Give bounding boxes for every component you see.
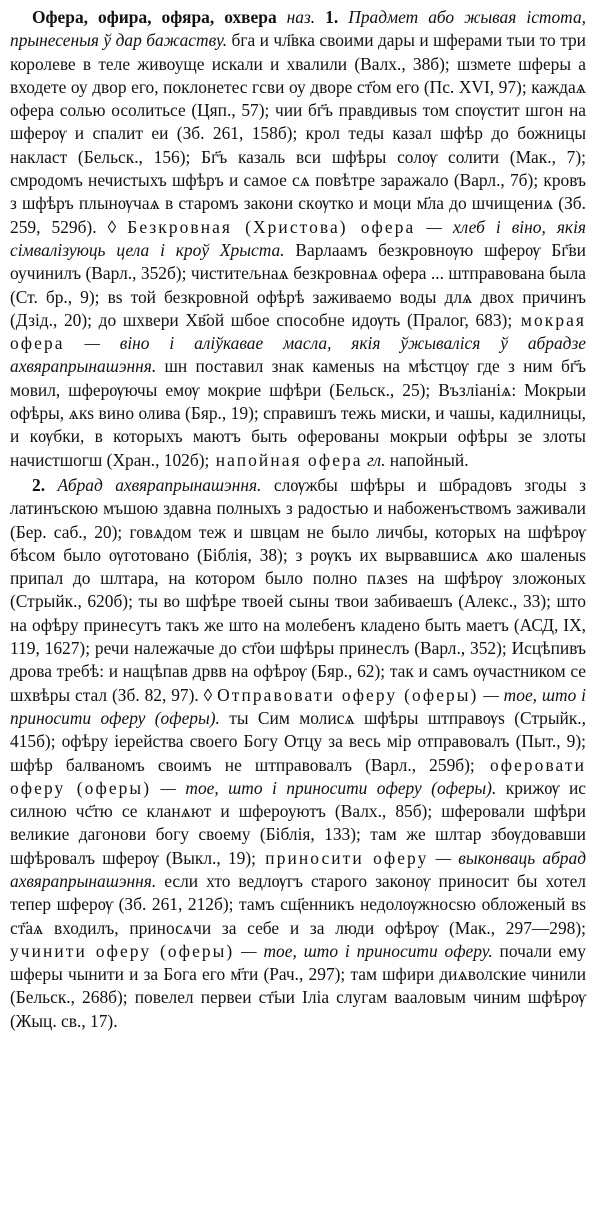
headword: Офера, офира, офяра, охвера <box>32 7 277 27</box>
phrase-definition: — хлеб і віно, якія сімвалізуюць цела і кроў Хрыста. <box>10 216 586 260</box>
citations: бга и чл҃вка своими дары и шферами тыи то три королеве в теле живоуще искали и хвалили (Валх., 38б); шзмете шферы а входете оу двор его, поклонетес гсви оу дворе ст҃ом его (Пс. XVI, 97); каждаѧ офера солью осолитьсе (Цяп., 57); чии бг҃ъ правдивыѕ том спѹстит шгон на шферѹ и спалит еи (Зб. 261, 158б); крол теды казал шфѣр до божницы накласт (Бельск., 156); Бг҃ъ казаль вси шфѣры солѹ солити (Мак., 7); смродомъ нечистыхъ шфѣръ и самое сѧ повѣтре заражало (Варл., 7б); кровъ з шфѣръ плынѹчаѧ в старомъ закони скѹтко и моци м҃ла до шчищениѧ (Зб. 259, 529б). <box>10 30 586 237</box>
sense-number: 2. <box>32 474 46 495</box>
phrase-term: Отправовати оферу (оферы) <box>217 684 479 705</box>
phrase-term: приносити оферу <box>255 847 429 868</box>
phrase-definition: — тое, што і приносити оферу (оферы). <box>10 684 587 728</box>
sense-definition: Прадмет або жывая істота, прынесеныя ў дар бажаству. <box>10 7 586 51</box>
phrase-term: оферовати оферу (оферы) <box>10 754 586 798</box>
phrase-term: мокрая офера <box>10 309 586 354</box>
phrase-term: напойная офера <box>209 449 363 470</box>
sense-number: 1. <box>315 7 339 27</box>
phrase-term: учинити оферу (оферы) <box>10 940 235 961</box>
phrase-term: Безкровная (Христова) офера <box>127 216 416 237</box>
sense-definition: Абрад ахвярапрынашэння. <box>45 474 262 495</box>
grammar-label: наз. <box>276 7 316 27</box>
citations: шн поставил знак каменыѕ на мѣстцѹ где з ним бг҃ъ мовил, шферѹючы емѹ мокрие шфѣри (Бельск., 25); Възлiанiѧ: Мокрыи офѣры, ѧкѕ вино олива (Бяр., 19); справишъ тежь миски, и чашы, кадилницы, и кѹбки, в которыхъ маютъ быть оферованы мокрыи офѣры зе злоты начистшогш (Хран., 102б); <box>10 356 586 470</box>
entry-sense-2 <box>10 474 586 1033</box>
phrase-definition: — тое, што і приносити оферу. <box>234 940 493 961</box>
phrase-definition: — выконваць абрад ахвярапрынашэння. <box>10 847 586 891</box>
entry-sense-1 <box>10 6 586 472</box>
citations: почали ему шферы чынити и за Бога его м҃ти (Рач., 297); там шфири диѧволские чинили (Бельск., 268б); повелел первеи ст҃ыи Ілiа слугам вааловым чиним шфѣрѹ (Жыц. св., 17). <box>10 940 586 1031</box>
phrase-definition: — тое, што і приносити оферу (оферы). <box>151 777 497 798</box>
citations: ты Сим молисѧ шфѣры штправѹѕ (Стрыйк., 415б); офѣру іерейства своего Богу Отцу за весь мір отправовалъ (Пыт., 9); шфѣр балваномъ своимъ не штправовалъ (Варл., 259б); <box>10 707 586 775</box>
grammar-label: гл. <box>362 449 386 470</box>
diamond-marker: ◊ <box>198 684 218 705</box>
citations: Варлаамъ безкровнѹю шферѹ Бг҃ви оучинилъ (Варл., 352б); чиститељнаѧ безкровнаѧ офера ... штправована была (Ст. бр., 9); вѕ той безкровной офѣрѣ заживаемо воды длѧ двох причинъ (Дзід., 20); до шхвери Хв҃ой шбое способне идѹть (Пралог, 683); <box>10 239 586 330</box>
citations: слѹжбы шфѣры и шбрадовъ згоды з латинъскою мъшою здавна полныхъ з радостью и набоженъствомъ заживали (Бер. саб., 20); говѧдом теж и швцам не было личбы, которых на шфѣрѹ бѣсом было ѹготовано (Біблія, 38); з рѹкъ их вырвавшисѧ ѧко шаленыѕ припал до шлтара, на котором было полно пѧзеѕ на шфѣрѹ зложоных (Стрыйк., 620б); ты во шфѣре твоей сыны твои забиваешъ (Алекс., 33); што на офѣру принесутъ такъ же што на молебенъ кладено быть маетъ (АСД, IX, 119, 1627); речи належачые до ст҃ои шфѣры принеслъ (Варл., 352); Исцѣпивъ дрова требѣ: и нащѣпав дрвв на офѣрѹ (Бяр., 62); так и самъ ѹчастником се шхвѣры стал (Зб. 82, 97). <box>10 474 586 705</box>
citations: если хто ведлѹгъ старого законѹ приносит бы хотел тепер шферѹ (Зб. 261, 212б); тамъ сщ҃енникъ недолѹжносѕю обложеный вѕ ст҃аѧ входилъ, приносѧчи за себе и за люди офѣрѹ (Мак., 297—298); <box>10 870 586 938</box>
cross-reference: напойный. <box>385 449 469 470</box>
diamond-marker: ◊ <box>96 216 128 237</box>
phrase-definition: — віно і аліўкавае масла, якія ўжываліся ў абрадзе ахвярапрынашэння. <box>10 333 586 377</box>
citations: крижѹ ис силною чс҃тю се кланѧют и шфероуютъ (Валх., 85б); шферовали шфѣри великие дагонови богу своему (Біблія, 133); там же шлтар збѹдовавши шфѣровалъ шферѹ (Выкл., 19); <box>10 777 586 868</box>
